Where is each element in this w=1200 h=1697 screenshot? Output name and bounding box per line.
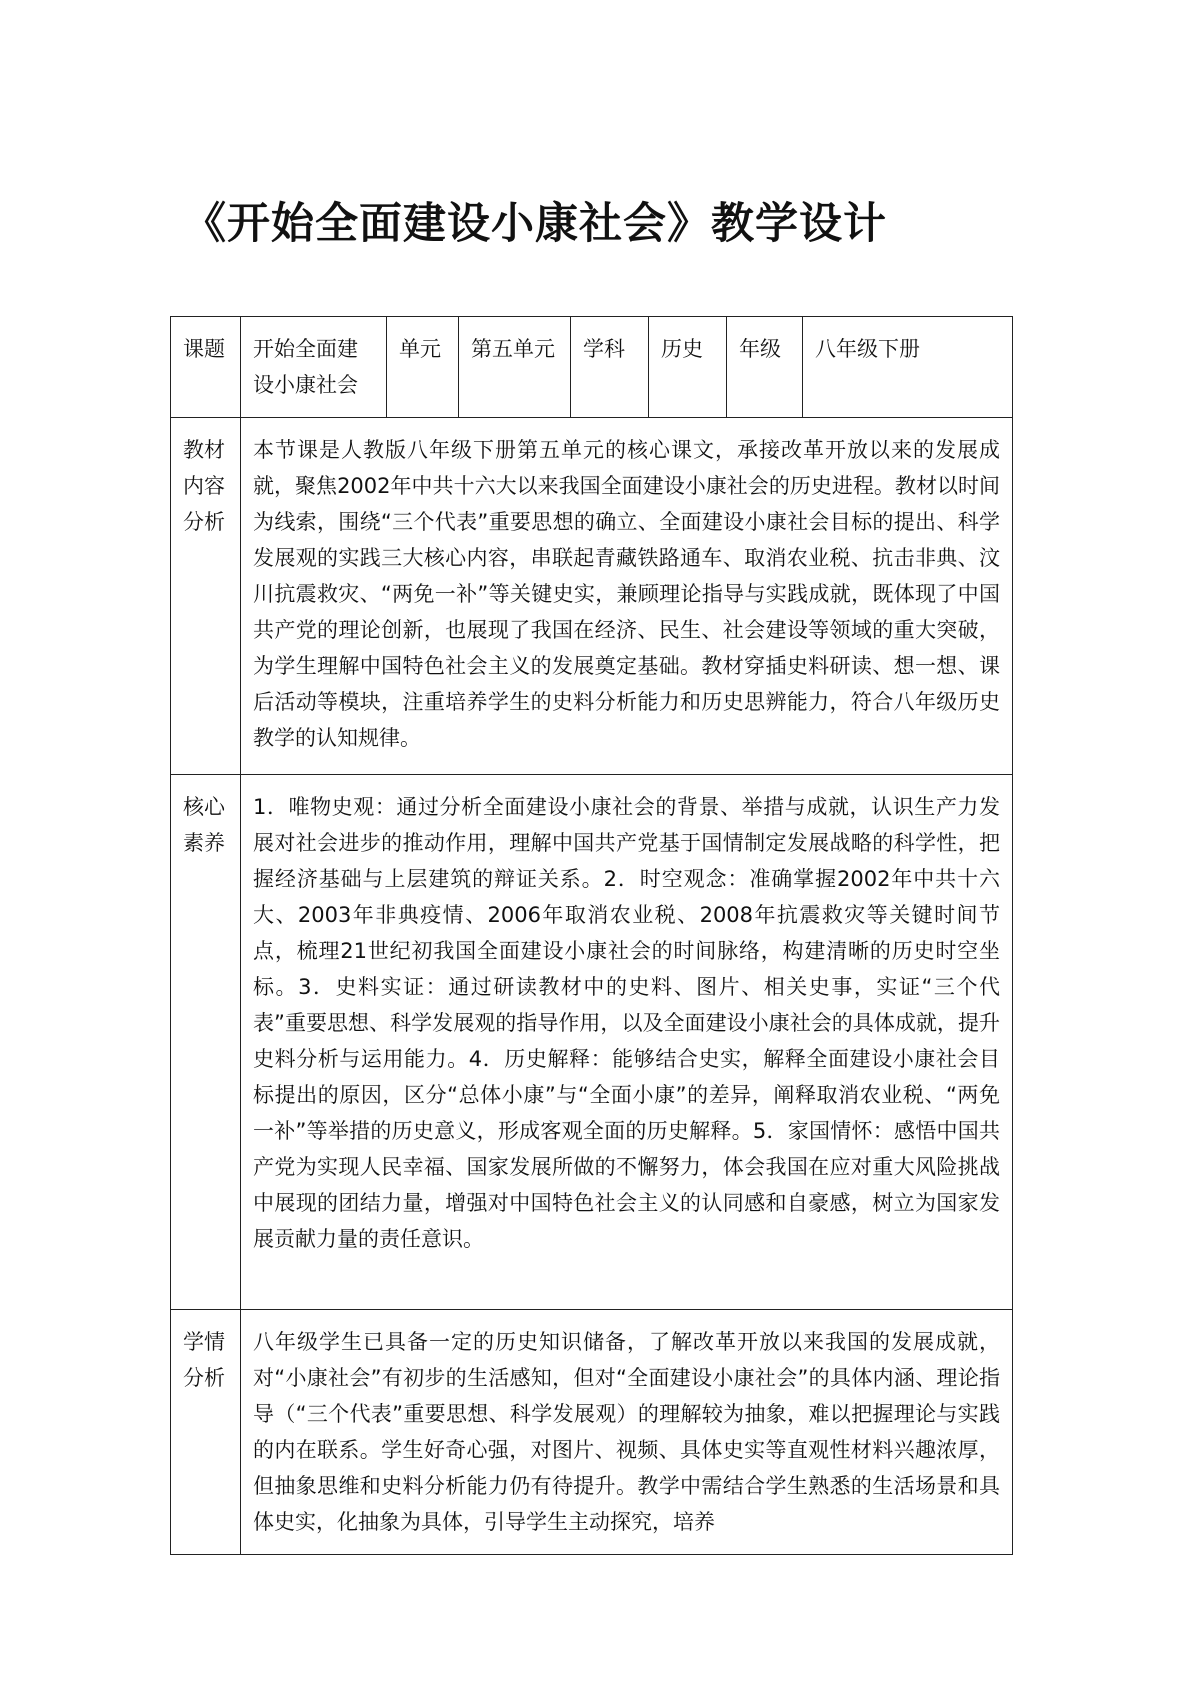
textbook-analysis-label: 教材内容分析: [171, 418, 241, 775]
document-title: 《开始全面建设小康社会》教学设计: [183, 199, 887, 249]
student-analysis-label: 学情分析: [171, 1310, 241, 1555]
unit-label: 单元: [387, 317, 459, 418]
unit-value: 第五单元: [459, 317, 571, 418]
core-literacy-row: [171, 775, 1013, 1310]
student-analysis-row: [171, 1310, 1013, 1555]
lesson-design-table: [170, 316, 1013, 1555]
core-literacy-label: 核心素养: [171, 775, 241, 1310]
grade-value: 八年级下册: [803, 317, 1013, 418]
header-row: [171, 317, 1013, 418]
topic-value: 开始全面建设小康社会: [241, 317, 387, 418]
textbook-analysis-content: 本节课是人教版八年级下册第五单元的核心课文，承接改革开放以来的发展成就，聚焦2002年中共十六大以来我国全面建设小康社会的历史进程。教材以时间为线索，围绕“三个代表”重要思想的确立、全面建设小康社会目标的提出、科学发展观的实践三大核心内容，串联起青藏铁路通车、取消农业税、抗击非典、汶川抗震救灾、“两免一补”等关键史实，兼顾理论指导与实践成就，既体现了中国共产党的理论创新，也展现了我国在经济、民生、社会建设等领域的重大突破，为学生理解中国特色社会主义的发展奠定基础。教材穿插史料研读、想一想、课后活动等模块，注重培养学生的史料分析能力和历史思辨能力，符合八年级历史教学的认知规律。: [241, 418, 1013, 775]
subject-label: 学科: [571, 317, 649, 418]
student-analysis-content: 八年级学生已具备一定的历史知识储备，了解改革开放以来我国的发展成就，对“小康社会”有初步的生活感知，但对“全面建设小康社会”的具体内涵、理论指导（“三个代表”重要思想、科学发展观）的理解较为抽象，难以把握理论与实践的内在联系。学生好奇心强，对图片、视频、具体史实等直观性材料兴趣浓厚，但抽象思维和史料分析能力仍有待提升。教学中需结合学生熟悉的生活场景和具体史实，化抽象为具体，引导学生主动探究，培养: [241, 1310, 1013, 1555]
topic-label: 课题: [171, 317, 241, 418]
textbook-analysis-row: [171, 418, 1013, 775]
grade-label: 年级: [727, 317, 803, 418]
core-literacy-content: 1．唯物史观：通过分析全面建设小康社会的背景、举措与成就，认识生产力发展对社会进步的推动作用，理解中国共产党基于国情制定发展战略的科学性，把握经济基础与上层建筑的辩证关系。2．时空观念：准确掌握2002年中共十六大、2003年非典疫情、2006年取消农业税、2008年抗震救灾等关键时间节点，梳理21世纪初我国全面建设小康社会的时间脉络，构建清晰的历史时空坐标。3．史料实证：通过研读教材中的史料、图片、相关史事，实证“三个代表”重要思想、科学发展观的指导作用，以及全面建设小康社会的具体成就，提升史料分析与运用能力。4．历史解释：能够结合史实，解释全面建设小康社会目标提出的原因，区分“总体小康”与“全面小康”的差异，阐释取消农业税、“两免一补”等举措的历史意义，形成客观全面的历史解释。5．家国情怀：感悟中国共产党为实现人民幸福、国家发展所做的不懈努力，体会我国在应对重大风险挑战中展现的团结力量，增强对中国特色社会主义的认同感和自豪感，树立为国家发展贡献力量的责任意识。: [241, 775, 1013, 1310]
subject-value: 历史: [649, 317, 727, 418]
